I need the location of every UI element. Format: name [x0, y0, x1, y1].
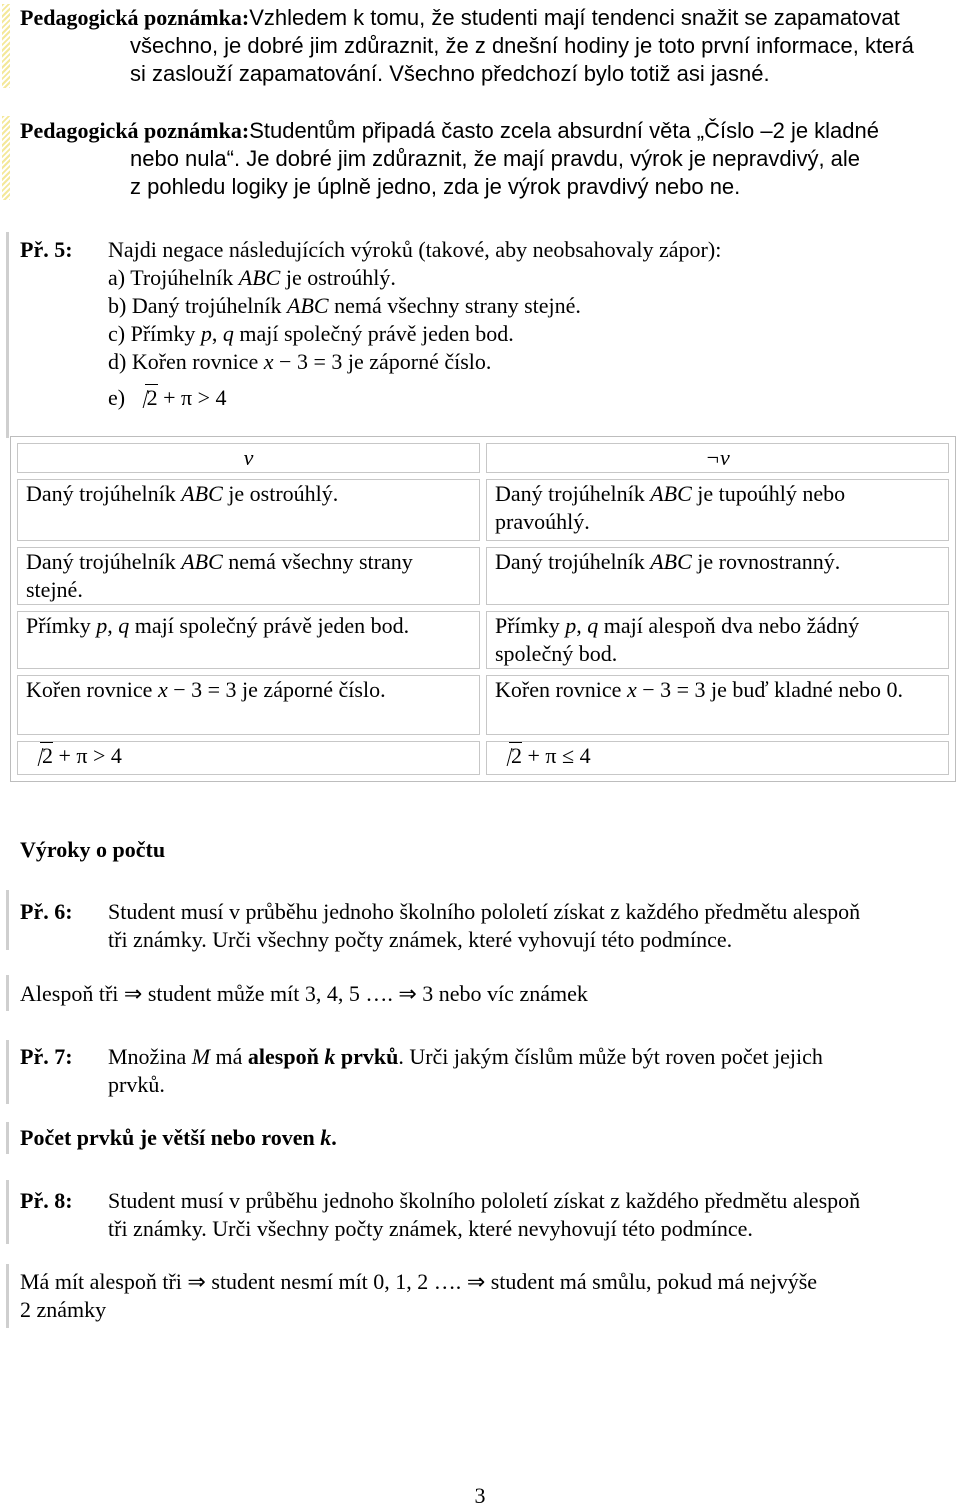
- note-text: Vzhledem k tomu, že studenti mají tendenci snažit se zapamatovat: [249, 5, 900, 30]
- table-cell: Daný trojúhelník ABC je ostroúhlý.: [17, 479, 480, 541]
- example-label: Př. 7:: [20, 1044, 73, 1069]
- table-row: [17, 547, 949, 605]
- note-text: Studentům připadá často zcela absurdní věta „Číslo –2 je kladné: [249, 118, 880, 143]
- example-text: tři známky. Urči všechny počty známek, které vyhovují této podmínce.: [108, 927, 733, 952]
- negation-table: [10, 436, 956, 782]
- example-label: Př. 5:: [20, 237, 73, 262]
- example-marker: [6, 1040, 9, 1104]
- implies-symbol: ⇒: [466, 1269, 486, 1294]
- implies-symbol: ⇒: [187, 1269, 206, 1294]
- table-cell: Přímky p, q mají alespoň dva nebo žádný společný bod.: [486, 611, 949, 669]
- answer-marker: [6, 1122, 9, 1154]
- note-label: Pedagogická poznámka:: [20, 118, 250, 143]
- example-marker: [6, 890, 9, 950]
- example-marker: [6, 232, 9, 438]
- answer-8: Má mít alespoň tři ⇒ student nesmí mít 0, 1, 2 …. ⇒ student má smůlu, pokud má nejvýše 2 známky: [20, 1269, 818, 1322]
- header-v: v: [17, 443, 480, 473]
- table-row: [17, 479, 949, 541]
- sqrt-symbol: 2: [131, 384, 158, 412]
- example-intro: Najdi negace následujících výroků (takové, aby neobsahovaly zápor):: [108, 237, 722, 262]
- note-text: nebo nula“. Je dobré jim zdůraznit, že mají pravdu, výrok je nepravdivý, ale: [130, 146, 861, 171]
- table-row: [17, 741, 949, 775]
- example-marker: [6, 1180, 9, 1244]
- example-label: Př. 6:: [20, 899, 73, 924]
- table-cell: Kořen rovnice x − 3 = 3 je buď kladné nebo 0.: [486, 675, 949, 735]
- example-label: Př. 8:: [20, 1188, 73, 1213]
- table-cell: Daný trojúhelník ABC nemá všechny strany stejné.: [17, 547, 480, 605]
- implies-symbol: ⇒: [398, 981, 417, 1006]
- item-b: b) Daný trojúhelník ABC nemá všechny strany stejné.: [108, 293, 581, 318]
- table-row: [17, 675, 949, 735]
- sqrt-symbol: 2: [495, 742, 522, 770]
- note-label: Pedagogická poznámka:: [20, 5, 250, 30]
- pedagogical-note: [20, 4, 940, 88]
- table-cell: Daný trojúhelník ABC je rovnostranný.: [486, 547, 949, 605]
- note-marker: [2, 4, 10, 88]
- header-not-v: ¬v: [486, 443, 949, 473]
- answer-marker: [6, 975, 9, 1011]
- sqrt-symbol: 2: [26, 742, 53, 770]
- example-text: tři známky. Urči všechny počty známek, které nevyhovují této podmínce.: [108, 1216, 753, 1241]
- item-e: e) 2 + π > 4: [108, 385, 227, 410]
- example-5: [20, 236, 950, 412]
- section-heading: Výroky o počtu: [20, 837, 166, 862]
- item-a: a) Trojúhelník ABC je ostroúhlý.: [108, 265, 396, 290]
- table-header: [17, 443, 949, 473]
- example-text: Student musí v průběhu jednoho školního pololetí získat z každého předmětu alespoň: [108, 1188, 861, 1213]
- note-marker: [2, 116, 10, 200]
- table-cell: Přímky p, q mají společný právě jeden bod.: [17, 611, 480, 669]
- implies-symbol: ⇒: [123, 981, 143, 1006]
- example-7: [20, 1043, 950, 1099]
- example-8: [20, 1187, 950, 1243]
- table-cell: Kořen rovnice x − 3 = 3 je záporné číslo.: [17, 675, 480, 735]
- table-row: [17, 611, 949, 669]
- table-cell: 2 + π > 4: [17, 741, 480, 775]
- note-text: z pohledu logiky je úplně jedno, zda je výrok pravdivý nebo ne.: [130, 174, 741, 199]
- answer-7: Počet prvků je větší nebo roven k.: [20, 1125, 337, 1150]
- example-text: prvků.: [108, 1072, 165, 1097]
- answer-marker: [6, 1264, 9, 1328]
- table-cell: Daný trojúhelník ABC je tupoúhlý nebo pravoúhlý.: [486, 479, 949, 541]
- example-text: Student musí v průběhu jednoho školního pololetí získat z každého předmětu alespoň: [108, 899, 861, 924]
- item-c: c) Přímky p, q mají společný právě jeden bod.: [108, 321, 514, 346]
- example-6: [20, 898, 950, 954]
- example-text: Množina M má alespoň k prvků. Urči jakým číslům může být roven počet jejich: [108, 1044, 823, 1069]
- answer-6: Alespoň tři ⇒ student může mít 3, 4, 5 …. ⇒ 3 nebo víc známek: [20, 981, 588, 1006]
- item-d: d) Kořen rovnice x − 3 = 3 je záporné číslo.: [108, 349, 492, 374]
- table-cell: 2 + π ≤ 4: [486, 741, 949, 775]
- note-text: si zaslouží zapamatování. Všechno předchozí bylo totiž asi jasné.: [130, 61, 770, 86]
- note-text: všechno, je dobré jim zdůraznit, že z dnešní hodiny je toto první informace, která: [130, 33, 914, 58]
- pedagogical-note: [20, 117, 940, 201]
- page-number: 3: [474, 1483, 486, 1508]
